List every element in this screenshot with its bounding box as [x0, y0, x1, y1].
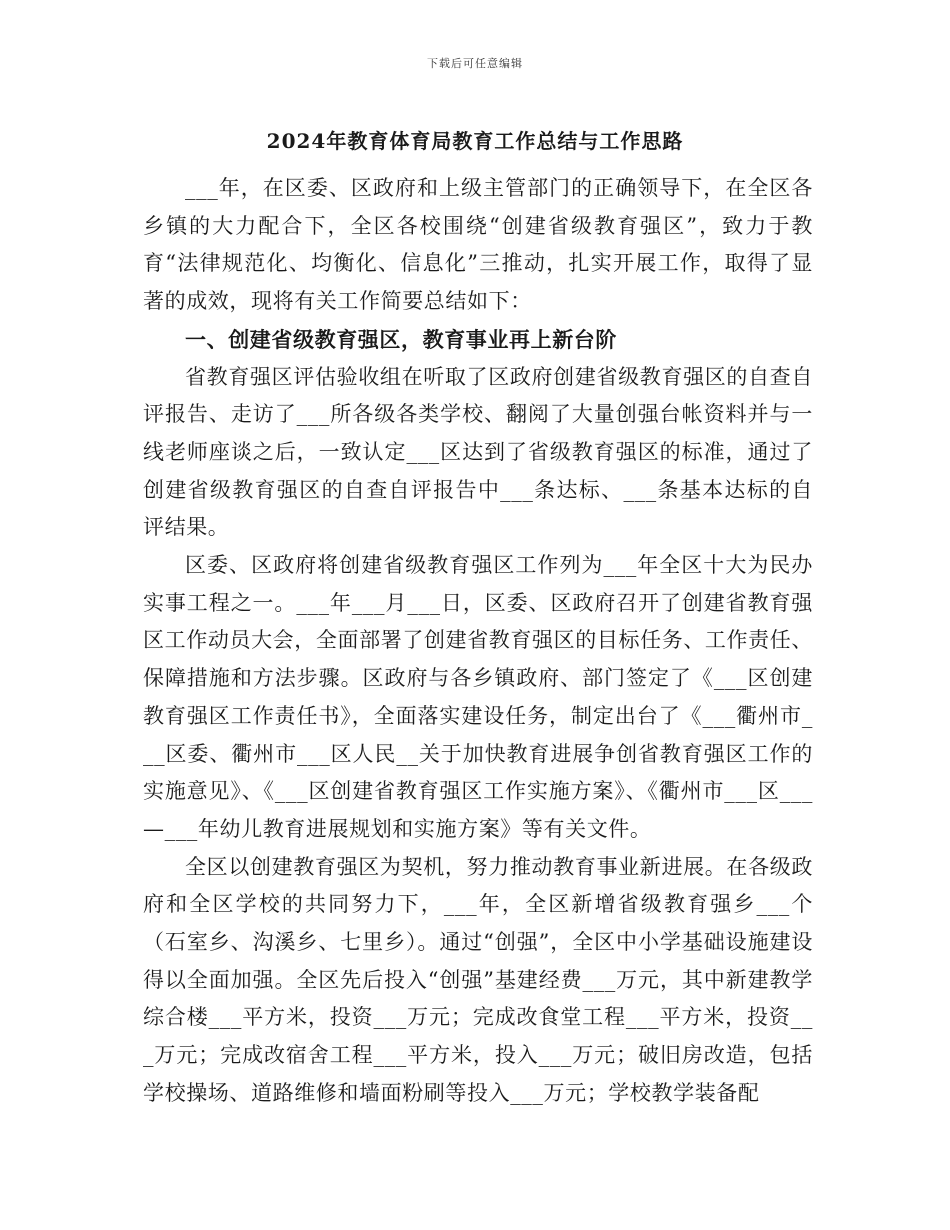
document-title: 2024年教育体育局教育工作总结与工作思路 [266, 129, 684, 153]
body-paragraph: 区委、区政府将创建省级教育强区工作列为___年全区十大为民办实事工程之一。___年___月___日，区委、区政府召开了创建省教育强区工作动员大会，全面部署了创建省教育强区的目标任务、工作责任、保障措施和方法步骤。区政府与各乡镇政府、部门签定了《___区创建教育强区工作责任书》，全面落实建设任务，制定出台了《___衢州市___区委、衢州市___区人民__关于加快教育进展争创省教育强区工作的实施意见》、《___区创建省教育强区工作实施方案》、《衢州市___区___—___年幼儿教育进展规划和实施方案》等有关文件。 [143, 553, 813, 841]
document-body [143, 170, 813, 1113]
body-paragraph: 省教育强区评估验收组在听取了区政府创建省级教育强区的自查自评报告、走访了___所各级各类学校、翻阅了大量创强台帐资料并与一线老师座谈之后，一致认定___区达到了省级教育强区的标准，通过了创建省级教育强区的自查自评报告中___条达标、___条基本达标的自评结果。 [143, 364, 813, 540]
intro-paragraph: ___年，在区委、区政府和上级主管部门的正确领导下，在全区各乡镇的大力配合下，全区各校围绕“创建省级教育强区”，致力于教育“法律规范化、均衡化、信息化”三推动，扎实开展工作，取得了显著的成效，现将有关工作简要总结如下： [143, 176, 813, 314]
body-paragraph: 全区以创建教育强区为契机，努力推动教育事业新进展。在各级政府和全区学校的共同努力下，___年，全区新增省级教育强乡___个（石室乡、沟溪乡、七里乡）。通过“创强”，全区中小学基础设施建设得以全面加强。全区先后投入“创强”基建经费___万元，其中新建教学综合楼___平方米，投资___万元；完成改食堂工程___平方米，投资___万元；完成改宿舍工程___平方米，投入___万元；破旧房改造，包括学校操场、道路维修和墙面粉刷等投入___万元；学校教学装备配 [143, 854, 813, 1105]
page-header-note: 下载后可任意编辑 [427, 57, 523, 70]
section-heading-1: 一、创建省级教育强区，教育事业再上新台阶 [185, 326, 617, 352]
